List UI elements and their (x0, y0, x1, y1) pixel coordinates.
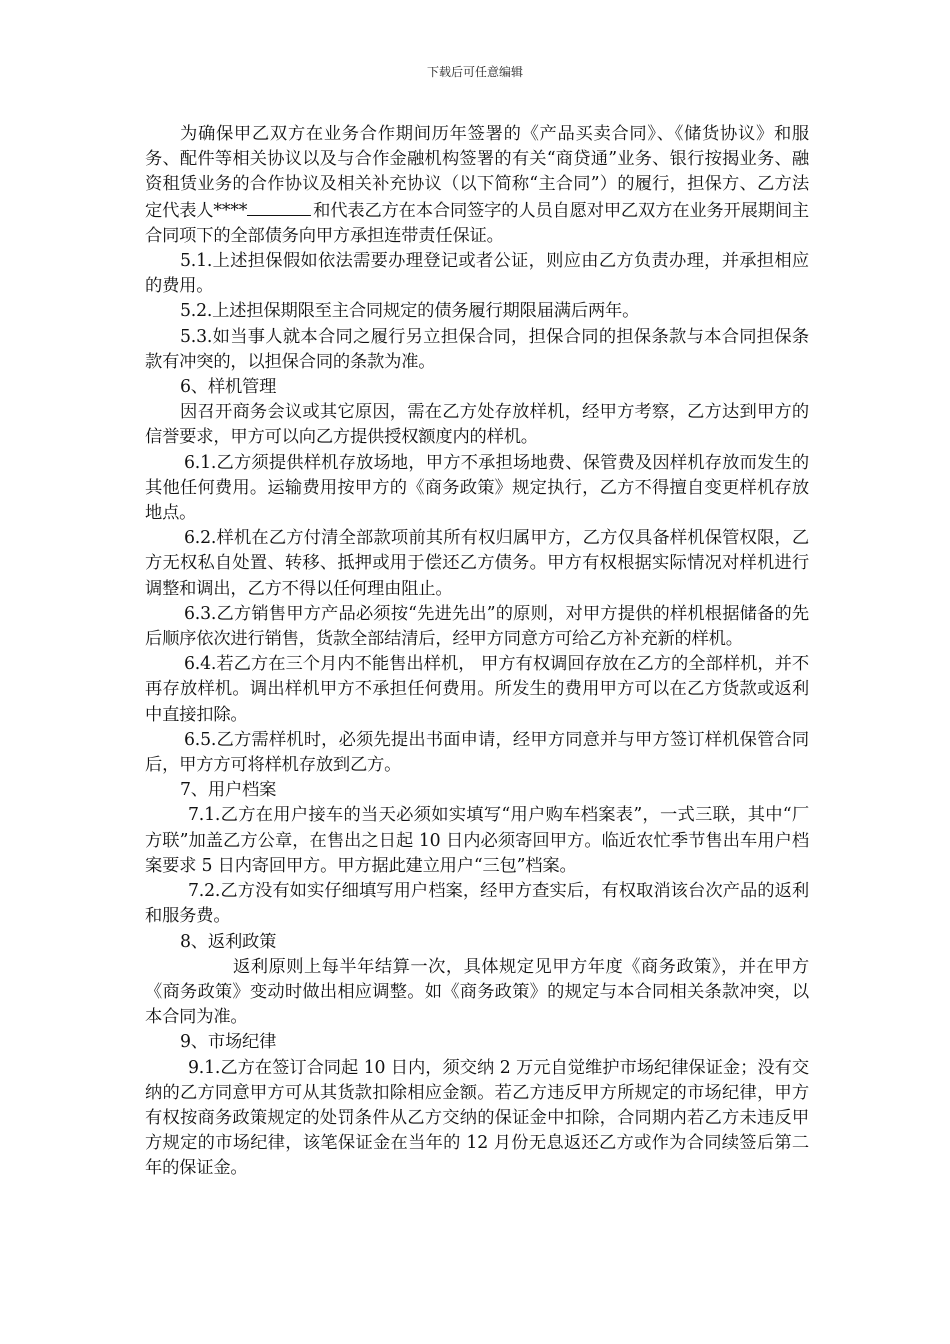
guarantee-intro-text-a: 为确保甲乙双方在业务合作期间历年签署的《产品买卖合同》、《储货协议》和服务、配件等相关协议以及与合作金融机构签署的有关“商贷通”业务、银行按揭业务、融资租赁业务的合作协议及相关补充协议（以下简称“主合同”）的履行，担保方、乙方法定代表人**** (145, 124, 809, 221)
section-8-text: 返利原则上每半年结算一次，具体规定见甲方年度《商务政策》，并在甲方《商务政策》变动时做出相应调整。如《商务政策》的规定与本合同相关条款冲突，以本合同为准。 (145, 956, 809, 1028)
clause-6-5: 6.5.乙方需样机时，必须先提出书面申请，经甲方同意并与甲方签订样机保管合同后，甲方方可将样机存放到乙方。 (145, 729, 809, 776)
section-heading-8: 8、返利政策 (180, 931, 277, 952)
contract-body (145, 122, 809, 1182)
clause-9-1: 9.1.乙方在签订合同起 10 日内，须交纳 2 万元自觉维护市场纪律保证金；没有交纳的乙方同意甲方可从其货款扣除相应金额。若乙方违反甲方所规定的市场纪律，甲方有权按商务政策规定的处罚条件从乙方交纳的保证金中扣除，合同期内若乙方未违反甲方规定的市场纪律，该笔保证金在当年的 12 月份无息返还乙方或作为合同续签后第二年的保证金。 (145, 1057, 809, 1179)
section-heading-6: 6、样机管理 (180, 377, 277, 398)
page-header-note: 下载后可任意编辑 (426, 65, 523, 79)
clause-6-4: 6.4.若乙方在三个月内不能售出样机， 甲方有权调回存放在乙方的全部样机，并不再存放样机。调出样机甲方不承担任何费用。所发生的费用甲方可以在乙方货款或返利中直接扣除。 (145, 654, 809, 725)
clause-5-1: 5.1.上述担保假如依法需要办理登记或者公证，则应由乙方负责办理，并承担相应的费用。 (145, 251, 809, 297)
section-heading-7: 7、用户档案 (180, 780, 277, 801)
clause-7-2: 7.2.乙方没有如实仔细填写用户档案，经甲方查实后，有权取消该台次产品的返利和服务费。 (145, 881, 809, 927)
clause-5-3: 5.3.如当事人就本合同之履行另立担保合同，担保合同的担保条款与本合同担保条款有冲突的，以担保合同的条款为准。 (145, 326, 809, 372)
clause-6-3: 6.3.乙方销售甲方产品必须按“先进先出”的原则，对甲方提供的样机根据储备的先后顺序依次进行销售，货款全部结清后，经甲方同意方可给乙方补充新的样机。 (145, 603, 809, 650)
guarantee-intro-text-b: 和代表乙方在本合同签字的人员自愿对甲乙双方在业务开展期间主合同项下的全部债务向甲方承担连带责任保证。 (145, 200, 809, 246)
section-6-intro: 因召开商务会议或其它原因，需在乙方处存放样机，经甲方考察，乙方达到甲方的信誉要求，甲方可以向乙方提供授权额度内的样机。 (145, 402, 809, 448)
section-heading-9: 9、市场纪律 (180, 1032, 277, 1053)
clause-6-1: 6.1.乙方须提供样机存放场地，甲方不承担场地费、保管费及因样机存放而发生的其他任何费用。运输费用按甲方的《商务政策》规定执行，乙方不得擅自变更样机存放地点。 (145, 452, 809, 524)
signature-blank-line (247, 198, 311, 216)
guarantee-intro-paragraph (145, 122, 809, 249)
clause-5-2: 5.2.上述担保期限至主合同规定的债务履行期限届满后两年。 (180, 301, 640, 322)
clause-6-2: 6.2.样机在乙方付清全部款项前其所有权归属甲方，乙方仅具备样机保管权限，乙方无权私自处置、转移、抵押或用于偿还乙方债务。甲方有权根据实际情况对样机进行调整和调出，乙方不得以任何理由阻止。 (145, 528, 809, 599)
clause-7-1: 7.1.乙方在用户接车的当天必须如实填写“用户购车档案表”，一式三联，其中“厂方联”加盖乙方公章，在售出之日起 10 日内必须寄回甲方。临近农忙季节售出车用户档案要求 5 日内寄回甲方。甲方据此建立用户“三包”档案。 (145, 805, 809, 876)
